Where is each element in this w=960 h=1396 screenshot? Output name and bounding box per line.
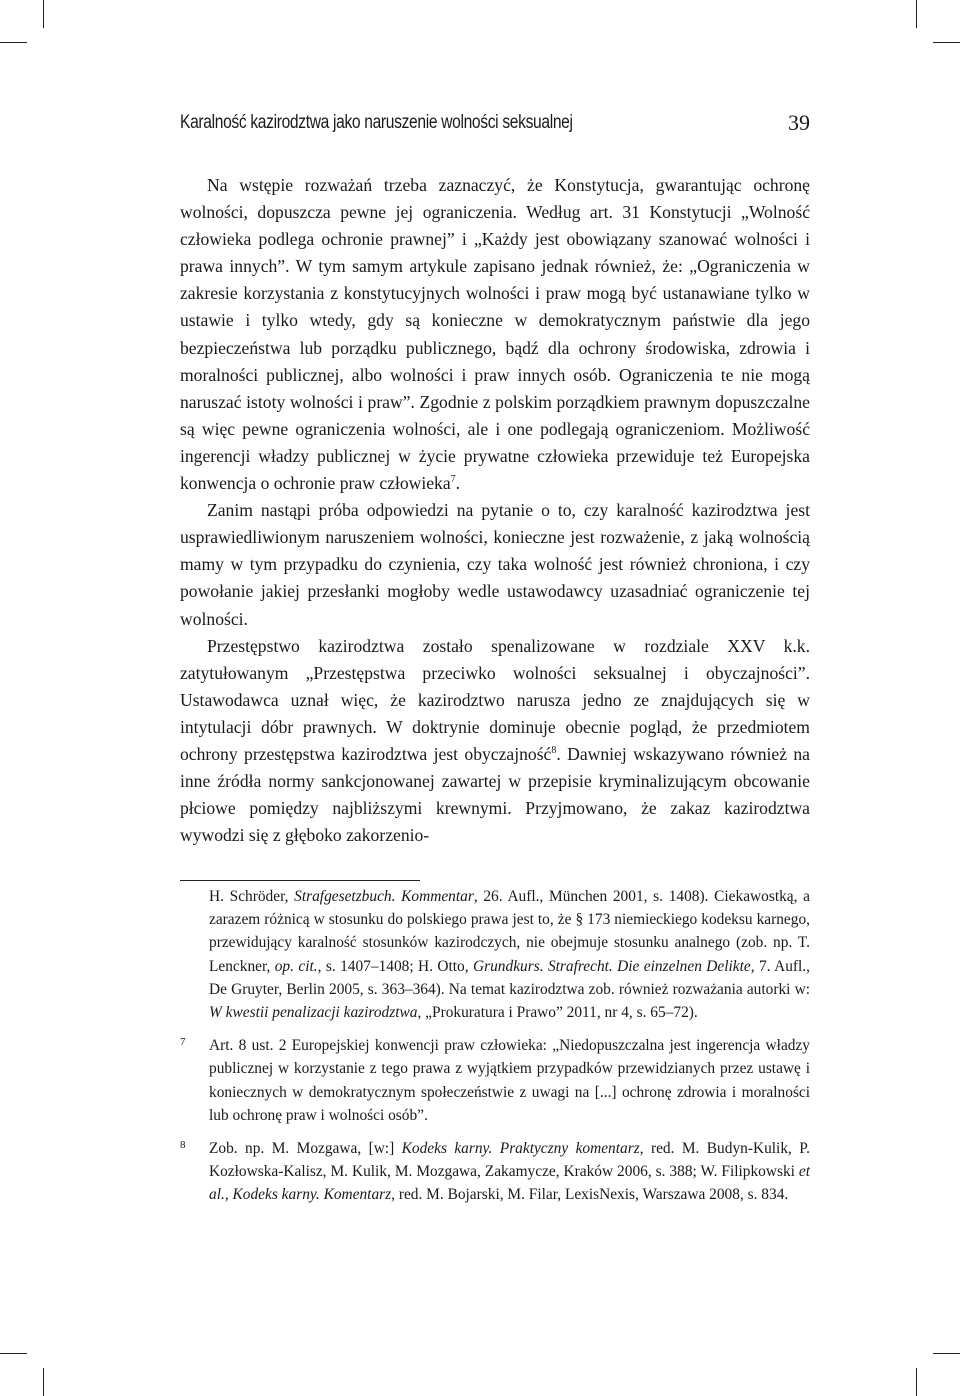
crop-mark — [0, 1353, 27, 1354]
crop-mark — [43, 1368, 44, 1396]
paragraph — [180, 633, 810, 850]
paragraph-text: . Dawniej wskazywano również na inne źródła normy sankcjonowanej zawartej w przepisie kryminalizującym obcowanie płciowe pomiędzy najbliższymi krewnymi. Przyjmowano, że zakaz kazirodztwa wywodzi się z głęboko zakorzenio- — [180, 743, 810, 846]
footnotes — [180, 882, 810, 1207]
paragraph — [180, 497, 810, 632]
crop-mark — [933, 1353, 960, 1354]
crop-mark — [43, 0, 44, 28]
running-head-title: Karalność kazirodztwa jako naruszenie wolności seksualnej — [180, 112, 573, 133]
paragraph-text: Przestępstwo kazirodztwa zostało spenalizowane w rozdziale XXV k.k. zatytułowanym „Przestępstwa przeciwko wolności seksualnej i obyczajności”. Ustawodawca uznał więc, że kazirodztwo narusza jedno ze znajdujących się w intytulacji dóbr prawnych. W doktrynie dominuje obecnie pogląd, że przedmiotem ochrony przestępstwa kazirodztwa jest obyczajność — [180, 635, 810, 764]
paragraph-text: . — [455, 473, 461, 494]
footnote-ref[interactable]: 8 — [551, 745, 557, 757]
footnote-text: Art. 8 ust. 2 Europejskiej konwencji praw człowieka: „Niedopuszczalna jest ingerencja władzy publicznej w korzystanie z tego prawa z wyjątkiem przypadków przewidzianych przez ustawę i koniecznych w demokratycznym społeczeństwie z uwagi na [...] ochronę zdrowia i moralności lub ochronę praw i wolności osób”. — [209, 1037, 810, 1124]
paragraph — [180, 172, 810, 497]
paragraph-text: Na wstępie rozważań trzeba zaznaczyć, że Konstytucja, gwarantując ochronę wolności, dopuszcza pewne jej ograniczenia. Według art. 31 Konstytucji „Wolność człowieka podlega ochronie prawnej” i „Każdy jest obowiązany szanować wolności i prawa innych”. W tym samym artykule zapisano jednak również, że: „Ograniczenia w zakresie korzystania z konstytucyjnych wolności i praw mogą być ustanawiane tylko w ustawie i tylko wtedy, gdy są konieczne w demokratycznym państwie dla jego bezpieczeństwa lub porządku publicznego, bądź dla ochrony środowiska, zdrowia i moralności publicznej, albo wolności i praw innych osób. Ograniczenia te nie mogą naruszać istoty wolności i praw”. Zgodnie z polskim porządkiem prawnym dopuszczalne są więc pewne ograniczenia wolności, ale i one podlegają ograniczeniom. Możliwość ingerencji władzy publicznej w życie prywatne człowieka przewiduje też Europejska konwencja o ochronie praw człowieka — [180, 175, 810, 494]
crop-mark — [0, 42, 27, 43]
footnote-8: 8 Zob. np. M. Mozgawa, [w:] Kodeks karny. Praktyczny komentarz, red. M. Budyn-Kulik, P. Kozłowska-Kalisz, M. Kulik, M. Mozgawa, Zakamycze, Kraków 2006, s. 388; W. Filipkowski et al., Kodeks karny. Komentarz, red. M. Bojarski, M. Filar, LexisNexis, Warszawa 2008, s. 834. — [180, 1137, 810, 1207]
footnote-number: 8 — [180, 1139, 186, 1152]
crop-mark — [916, 0, 917, 28]
footnote-ref[interactable]: 7 — [450, 474, 456, 486]
footnote-continuation: H. Schröder, Strafgesetzbuch. Kommentar, 26. Aufl., München 2001, s. 1408). Ciekawostką, a zarazem różnicą w stosunku do polskiego prawa jest to, że § 173 niemieckiego kodeksu karnego, przewidujący karalność stosunków kazirodczych, nie obejmuje stosunku analnego (zob. np. T. Lenckner, op. cit., s. 1407–1408; H. Otto, Grundkurs. Strafrecht. Die einzelnen Delikte, 7. Aufl., De Gruyter, Berlin 2005, s. 363–364). Na temat kazirodztwa zob. również rozważania autorki w: W kwestii penalizacji kazirodztwa, „Prokuratura i Prawo” 2011, nr 4, s. 65–72). — [209, 888, 811, 1022]
crop-mark — [933, 42, 960, 43]
paragraph-text: Zanim nastąpi próba odpowiedzi na pytanie o to, czy karalność kazirodztwa jest usprawiedliwionym naruszeniem wolności, konieczne jest rozważenie, z jaką wolnością mamy w tym przypadku do czynienia, czy taka wolność jest również chroniona, i czy powołanie jakiej przesłanki mogłoby wedle ustawodawcy uzasadniać ograniczenie tej wolności. — [180, 500, 810, 629]
footnote-divider — [180, 880, 420, 881]
running-head — [180, 110, 810, 144]
footnote-7 — [180, 1034, 810, 1127]
page-number: 39 — [788, 110, 810, 135]
crop-mark — [916, 1368, 917, 1396]
body-text — [180, 172, 810, 849]
footnote-number: 7 — [180, 1036, 186, 1049]
